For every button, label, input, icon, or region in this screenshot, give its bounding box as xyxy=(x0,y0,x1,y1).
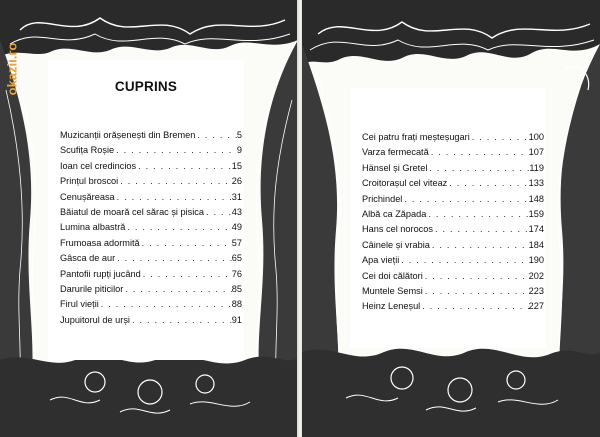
toc-entry: Cei patru frați meșteșugari . . . 100 xyxy=(362,132,544,147)
toc-entry: Ioan cel credincios . . . 15 xyxy=(60,161,242,176)
toc-entry: Frumoasa adormită . . . 57 xyxy=(60,238,242,253)
toc-entry: Câinele și vrabia . . . 184 xyxy=(362,240,544,255)
page-title: CUPRINS xyxy=(114,79,178,94)
toc-entry: Cenușăreasa . . . 31 xyxy=(60,192,242,207)
toc-entry: Scufița Roșie . . . 9 xyxy=(60,145,242,160)
toc-entry: Pantofii rupți jucând . . . 76 xyxy=(60,269,242,284)
toc-entry: Gâsca de aur . . . 65 xyxy=(60,253,242,268)
toc-entry: Muntele Semsi . . . 223 xyxy=(362,286,544,301)
toc-entry: Croitorașul cel viteaz . . . 133 xyxy=(362,178,544,193)
toc-entry: Apa vieții . . . 190 xyxy=(362,255,544,270)
toc-entry: Prințul broscoi . . . 26 xyxy=(60,176,242,191)
left-page xyxy=(0,0,298,437)
watermark: okazii.ro xyxy=(4,42,20,96)
toc-panel-left xyxy=(48,60,244,360)
toc-panel-right xyxy=(350,88,546,348)
toc-entry: Hans cel norocos . . . 174 xyxy=(362,224,544,239)
toc-entry: Firul vieții . . . 88 xyxy=(60,299,242,314)
toc-entry: Darurile piticilor . . . 85 xyxy=(60,284,242,299)
toc-entry: Varza fermecată . . . 107 xyxy=(362,147,544,162)
toc-entry: Lumina albastră . . . 49 xyxy=(60,222,242,237)
toc-entry: Hänsel și Gretel . . . 119 xyxy=(362,163,544,178)
toc-entry: Cei doi călători . . . 202 xyxy=(362,271,544,286)
toc-list-right xyxy=(362,132,544,317)
toc-entry: Muzicanții orășenești din Bremen . . . 5 xyxy=(60,130,242,145)
toc-entry: Jupuitorul de urși . . . 91 xyxy=(60,315,242,330)
toc-entry: Albă ca Zăpada . . . 159 xyxy=(362,209,544,224)
toc-entry: Prichindel . . . 148 xyxy=(362,194,544,209)
toc-list-left xyxy=(60,130,242,330)
right-page xyxy=(302,0,600,437)
toc-entry: Heinz Leneșul . . . 227 xyxy=(362,301,544,316)
toc-entry: Băiatul de moară cel sărac și pisica . . . 43 xyxy=(60,207,242,222)
